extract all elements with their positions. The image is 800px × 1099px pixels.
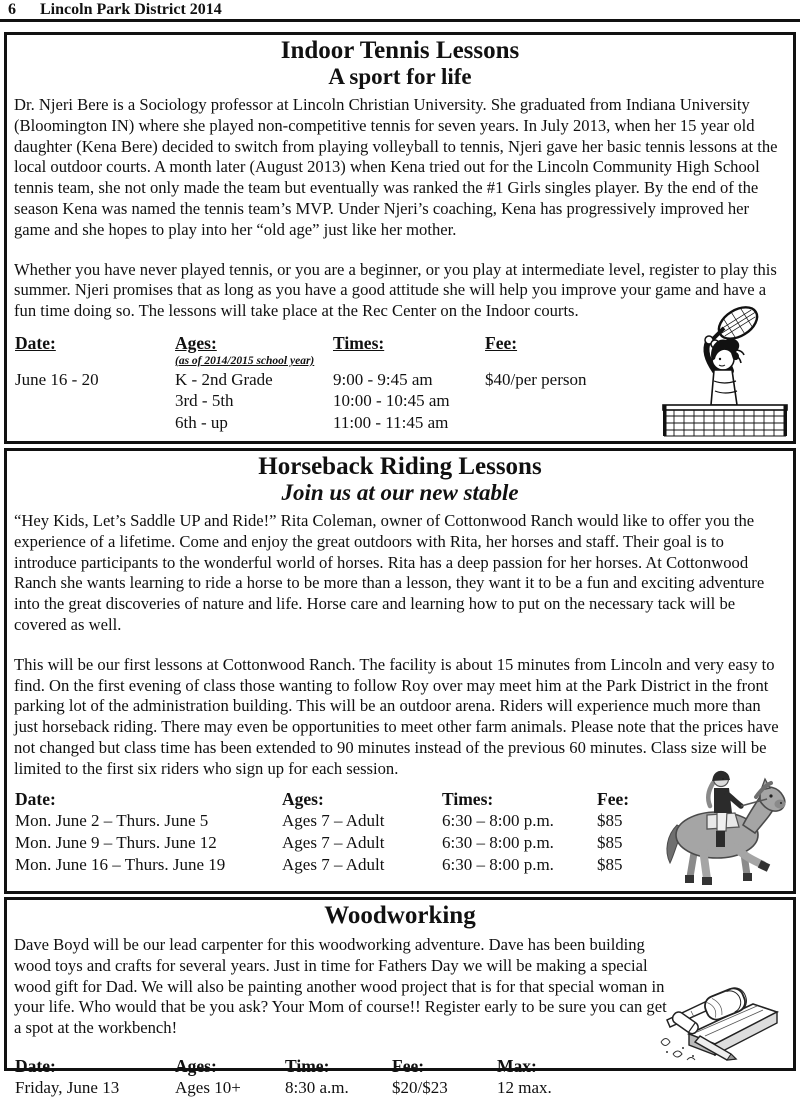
tennis-player-clipart bbox=[662, 307, 788, 437]
tennis-ages-value: K - 2nd Grade bbox=[175, 369, 273, 389]
tennis-fee-value: $40/per person bbox=[485, 369, 587, 389]
tennis-col-ages bbox=[175, 333, 333, 434]
page-header bbox=[0, 0, 800, 22]
section-indoor-tennis bbox=[4, 32, 796, 444]
woodworking-header-time: Time: bbox=[285, 1055, 330, 1076]
table-row-cell: $85 bbox=[597, 832, 623, 852]
woodworking-header-date: Date: bbox=[15, 1055, 56, 1076]
tennis-header-ages: Ages: bbox=[175, 332, 217, 353]
table-row-cell: Mon. June 2 – Thurs. June 5 bbox=[15, 810, 209, 830]
horseback-header-ages: Ages: bbox=[282, 788, 324, 809]
table-row-cell: Ages 10+ bbox=[175, 1077, 241, 1097]
table-row-cell: Ages 7 – Adult bbox=[282, 854, 385, 874]
table-row-cell: $85 bbox=[597, 854, 623, 874]
tennis-times-value: 9:00 - 9:45 am bbox=[333, 369, 433, 389]
table-row-cell: Friday, June 13 bbox=[15, 1077, 120, 1097]
table-row-cell: 8:30 a.m. bbox=[285, 1077, 349, 1097]
page-number: 6 bbox=[8, 1, 16, 18]
tennis-ages-value: 3rd - 5th bbox=[175, 391, 234, 411]
woodworking-header-fee: Fee: bbox=[392, 1055, 425, 1076]
woodworking-header-ages: Ages: bbox=[175, 1055, 217, 1076]
tennis-times-value: 10:00 - 10:45 am bbox=[333, 391, 450, 411]
horseback-paragraph-2: This will be our first lessons at Cottonwood Ranch. The facility is about 15 minutes from Lincoln and very easy to find. On the first evening of class those wanting to follow Roy over may meet him at the Park District in the front parking lot of the administration building. This will be an outdoor arena. Riders will experience much more than just horseback riding. There may even be opportunities to meet other farm animals. Please note that the prices have not changed but class time has been extended to 90 minutes instead of the previous 60 minutes. Class size will be limited to the first six riders who sign up for each session. bbox=[14, 654, 779, 778]
table-row-cell: Ages 7 – Adult bbox=[282, 810, 385, 830]
paragraph-gap bbox=[7, 636, 793, 655]
table-row-cell: Mon. June 9 – Thurs. June 12 bbox=[15, 832, 217, 852]
tennis-col-fee bbox=[485, 333, 587, 434]
section-horseback-riding bbox=[4, 448, 796, 894]
table-row-cell: 12 max. bbox=[497, 1077, 552, 1097]
horseback-header-times: Times: bbox=[442, 788, 494, 809]
tennis-paragraph-1: Dr. Njeri Bere is a Sociology professor at Lincoln Christian University. She graduated from Indiana University (Bloomington IN) where she played non-competitive tennis for seven years. In July 2013, when her 15 year old daughter (Kena Bere) decided to switch from playing volleyball to tennis, Njeri gave her basic tennis lessons at the local outdoor courts. A month later (August 2013) when Kena tried out for the Lincoln Community High School tennis team, she not only made the team but eventually was ranked the #1 Girls singles player. By the end of the season Kena was named the tennis team’s MVP. Under Njeri’s coaching, Kena has progressively improved her game and she hopes to play into her “old age” just like her mother. bbox=[14, 95, 778, 239]
woodworking-header-max: Max: bbox=[497, 1055, 537, 1076]
table-row-cell: 6:30 – 8:00 p.m. bbox=[442, 810, 554, 830]
woodworking-paragraph-1: Dave Boyd will be our lead carpenter for this woodworking adventure. Dave has been building wood toys and crafts for several years. Just in time for Fathers Day we will be making a special wood gift for Dad. We will also be painting another wood project that is for that special woman in your life. Who would that be you ask? Your Mom of course!! Register early to be sure you can get a spot at the workbench! bbox=[14, 935, 667, 1038]
paragraph-gap bbox=[7, 241, 793, 260]
horseback-subtitle: Join us at our new stable bbox=[281, 480, 519, 505]
tennis-header-fee: Fee: bbox=[485, 332, 518, 353]
tennis-title: Indoor Tennis Lessons bbox=[280, 37, 520, 64]
table-row-cell: Mon. June 16 – Thurs. June 19 bbox=[15, 854, 226, 874]
horseback-header-fee: Fee: bbox=[597, 788, 630, 809]
tennis-paragraph-2: Whether you have never played tennis, or you are a beginner, or you play at intermediate level, register to play this summer. Njeri promises that as long as you have a good attitude she will help you improve your game and have a fun time doing so. The lessons will take place at the Rec Center on the Indoor courts. bbox=[14, 259, 777, 321]
table-row-cell: $20/$23 bbox=[392, 1077, 448, 1097]
table-row-cell: Ages 7 – Adult bbox=[282, 832, 385, 852]
tennis-col-date bbox=[15, 333, 175, 434]
horseback-header-date: Date: bbox=[15, 788, 56, 809]
horseback-paragraph-1: “Hey Kids, Let’s Saddle UP and Ride!” Rita Coleman, owner of Cottonwood Ranch would like to offer you the experience of a lifetime. Come and enjoy the great outdoors with Rita, her horses and staff. Their goal is to introduce participants to the wonderful world of horses. Rita has a deep passion for her horses. At Cottonwood Ranch she wants learning to ride a horse to be more than a lesson, they want it to be a fun and exciting adventure into the great discoveries of nature and life. Horse care and learning how to put on the necessary tack will be covered as well. bbox=[14, 511, 765, 634]
section-woodworking bbox=[4, 897, 796, 1097]
publication-title: Lincoln Park District 2014 bbox=[40, 1, 222, 18]
tennis-header-date: Date: bbox=[15, 332, 56, 353]
table-row-cell: 6:30 – 8:00 p.m. bbox=[442, 832, 554, 852]
horseback-title: Horseback Riding Lessons bbox=[258, 453, 542, 480]
tennis-ages-value: 6th - up bbox=[175, 412, 228, 432]
table-row-cell: $85 bbox=[597, 810, 623, 830]
horse-and-rider-clipart bbox=[655, 763, 788, 886]
mallet-and-chisel-clipart bbox=[645, 986, 785, 1066]
tennis-header-times: Times: bbox=[333, 332, 385, 353]
tennis-col-times bbox=[333, 333, 485, 434]
tennis-subtitle: A sport for life bbox=[328, 64, 472, 89]
tennis-times-value: 11:00 - 11:45 am bbox=[333, 412, 449, 432]
woodworking-tools-illustration bbox=[645, 986, 785, 1066]
horse-rider-illustration bbox=[655, 763, 788, 886]
tennis-ages-note: (as of 2014/2015 school year) bbox=[175, 354, 315, 367]
tennis-date-value: June 16 - 20 bbox=[15, 369, 99, 389]
tennis-player-illustration bbox=[662, 307, 788, 437]
woodworking-title: Woodworking bbox=[324, 902, 476, 929]
table-row-cell: 6:30 – 8:00 p.m. bbox=[442, 854, 554, 874]
